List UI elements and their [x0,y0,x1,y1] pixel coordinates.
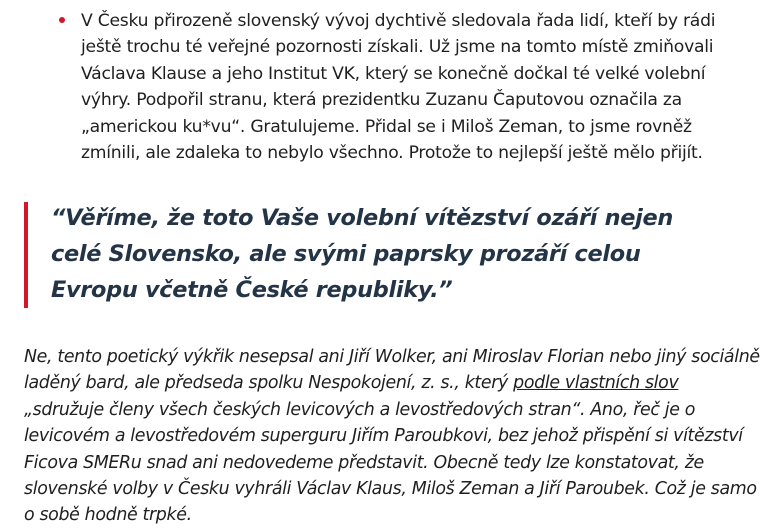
bullet-text: V Česku přirozeně slovenský vývoj dychtivě sledovala řada lidí, kteří by rádi ještě trochu té veřejné pozornosti získali. Už jsme na tomto místě zmiňovali Václava Klause a jeho Institut VK, který se konečně dočkal té velké volební výhry. Podpořil stranu, která prezidentku Zuzanu Čaputovou označila za „americkou ku*vu“. Gratulujeme. Přidal se i Miloš Zeman, to jsme rovněž zmínili, ale zdaleka to nebylo všechno. Protože to nejlepší ještě mělo přijít. [81,11,716,164]
bullet-icon [59,17,65,23]
paragraph-text-after-link: „sdružuje členy všech českých levicových a levostředových stran“. Ano, řeč je o levicovém a levostředovém superguru Jiřím Paroubkovi, bez jehož přispění si vítězství Ficova SMERu snad ani nedovedeme představit. Obecně tedy lze konstatovat, že slovenské volby v Česku vyhráli Václav Klaus, Miloš Zeman a Jiří Paroubek. Což je samo o sobě hodně trpké. [24,399,757,526]
article-bullet-list [0,8,761,166]
article-paragraph [24,344,761,529]
list-item [0,8,761,166]
quote-text: “Věříme, že toto Vaše volební vítězství ozáří nejen celé Slovensko, ale svými paprsky prozáří celou Evropu včetně České republiky.” [51,205,674,303]
paragraph-text-before-link: Ne, tento poetický výkřik nesepsal ani Jiří Wolker, ani Miroslav Florian nebo jiný sociálně laděný bard, ale předseda spolku Nespokojení, z. s., který [24,347,760,394]
source-link[interactable]: podle vlastních slov [513,373,679,394]
pull-quote [24,202,724,308]
